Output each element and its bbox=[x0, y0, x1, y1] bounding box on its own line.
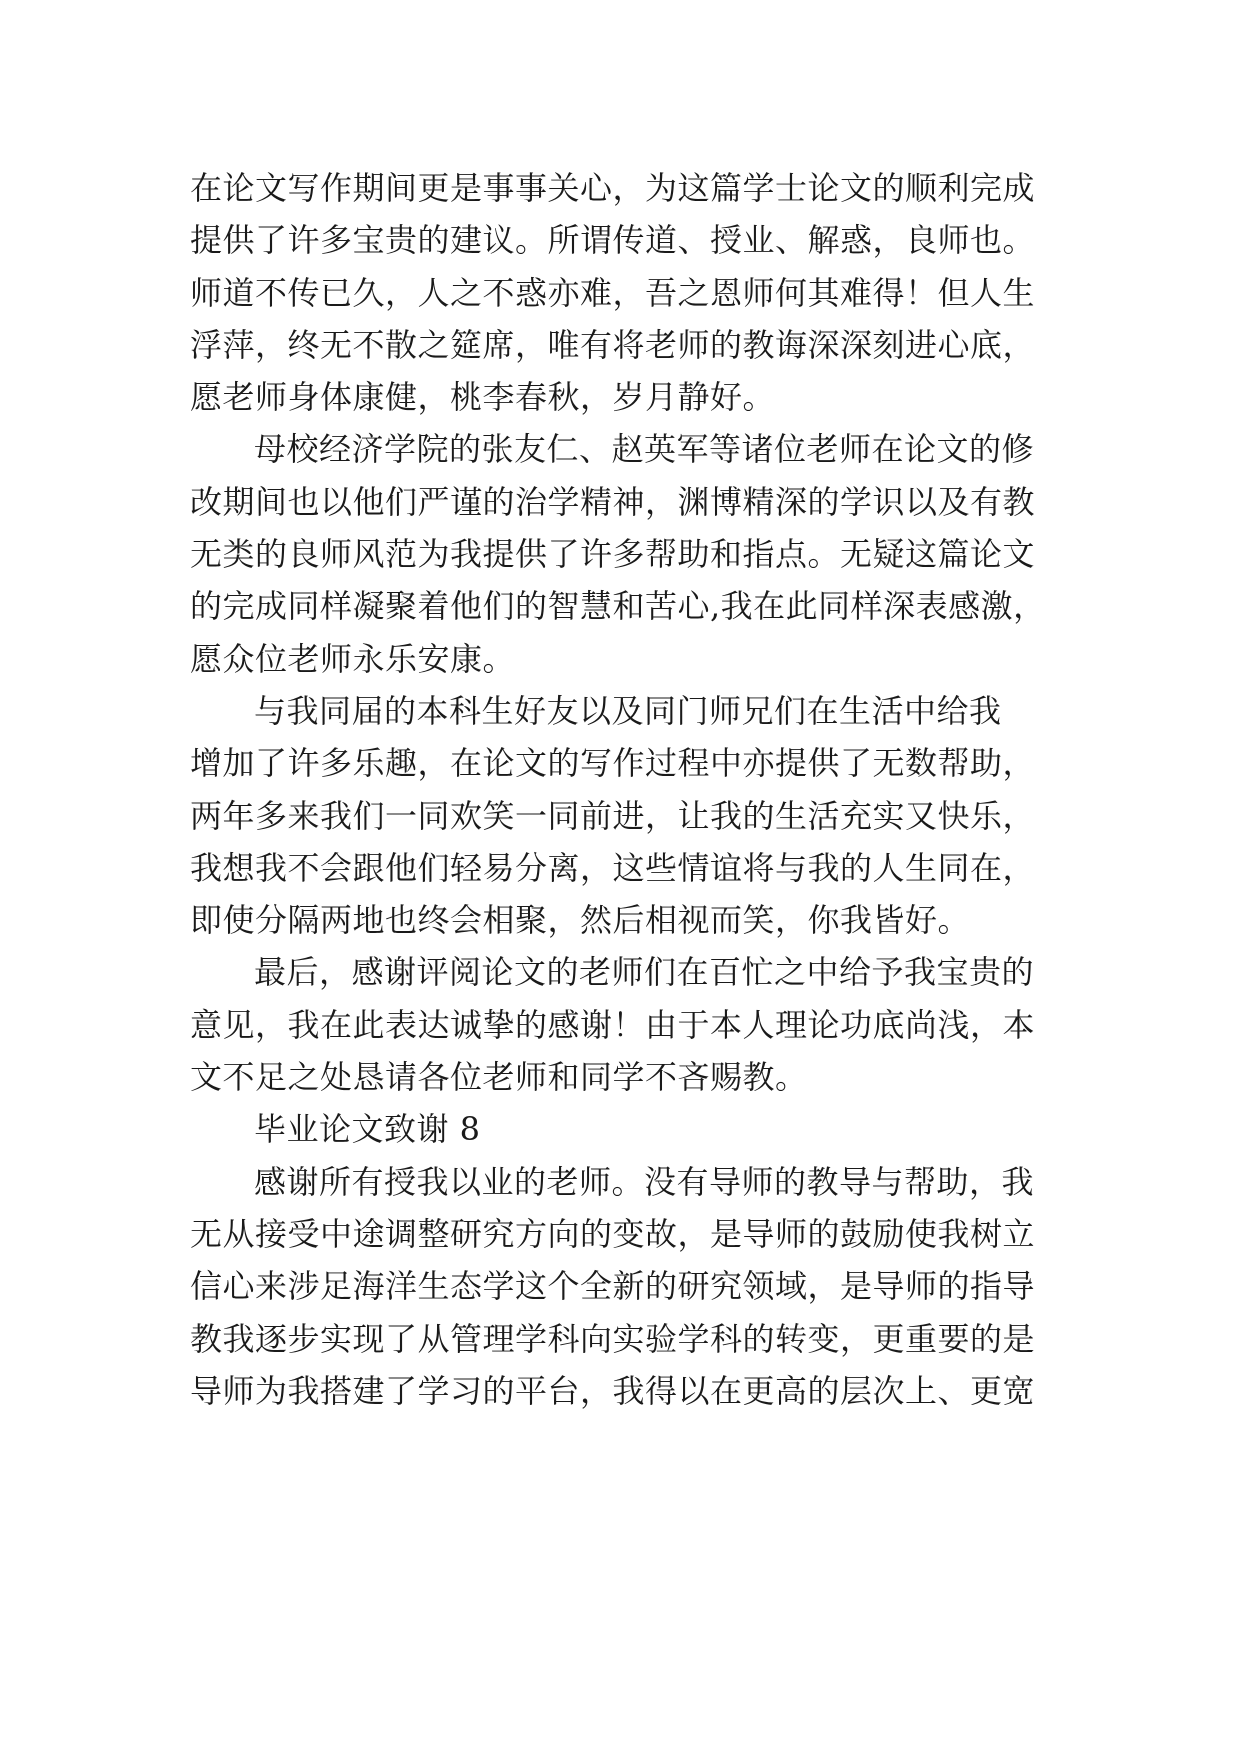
text-line: 增加了许多乐趣，在论文的写作过程中亦提供了无数帮助， bbox=[190, 744, 1036, 783]
text-line: 两年多来我们一同欢笑一同前进，让我的生活充实又快乐， bbox=[190, 796, 1036, 835]
text-line: 教我逐步实现了从管理学科向实验学科的转变，更重要的是 bbox=[190, 1319, 1036, 1358]
text-line: 愿老师身体康健，桃李春秋，岁月静好。 bbox=[190, 378, 776, 417]
text-line: 无类的良师风范为我提供了许多帮助和指点。无疑这篇论文 bbox=[190, 535, 1036, 574]
text-line: 浮萍，终无不散之筵席，唯有将老师的教诲深深刻进心底， bbox=[190, 325, 1036, 364]
body-text bbox=[190, 162, 1070, 1417]
paragraph-first-line: 毕业论文致谢 8 bbox=[254, 1110, 481, 1149]
text-line: 愿众位老师永乐安康。 bbox=[190, 639, 516, 678]
text-line: 改期间也以他们严谨的治学精神，渊博精深的学识以及有教 bbox=[190, 482, 1036, 521]
text-line: 信心来涉足海洋生态学这个全新的研究领域，是导师的指导 bbox=[190, 1267, 1036, 1306]
text-line: 意见，我在此表达诚挚的感谢！由于本人理论功底尚浅，本 bbox=[190, 1005, 1036, 1044]
text-line: 我想我不会跟他们轻易分离，这些情谊将与我的人生同在， bbox=[190, 848, 1036, 887]
text-line: 师道不传已久，人之不惑亦难，吾之恩师何其难得！但人生 bbox=[190, 273, 1036, 312]
text-line: 的完成同样凝聚着他们的智慧和苦心,我在此同样深表感激， bbox=[190, 587, 1046, 626]
text-line: 即使分隔两地也终会相聚，然后相视而笑，你我皆好。 bbox=[190, 901, 971, 940]
text-line: 无从接受中途调整研究方向的变故，是导师的鼓励使我树立 bbox=[190, 1214, 1036, 1253]
paragraph-first-line: 感谢所有授我以业的老师。没有导师的教导与帮助，我 bbox=[254, 1162, 1035, 1201]
text-line: 文不足之处恳请各位老师和同学不吝赐教。 bbox=[190, 1058, 808, 1097]
text-line: 导师为我搭建了学习的平台，我得以在更高的层次上、更宽 bbox=[190, 1371, 1036, 1410]
text-line: 在论文写作期间更是事事关心，为这篇学士论文的顺利完成 bbox=[190, 169, 1036, 207]
text-line: 提供了许多宝贵的建议。所谓传道、授业、解惑，良师也。 bbox=[190, 221, 1036, 260]
paragraph-first-line: 最后，感谢评阅论文的老师们在百忙之中给予我宝贵的 bbox=[254, 953, 1035, 992]
paragraph-first-line: 母校经济学院的张友仁、赵英军等诸位老师在论文的修 bbox=[254, 430, 1035, 469]
paragraph-first-line: 与我同届的本科生好友以及同门师兄们在生活中给我 bbox=[254, 691, 1002, 730]
